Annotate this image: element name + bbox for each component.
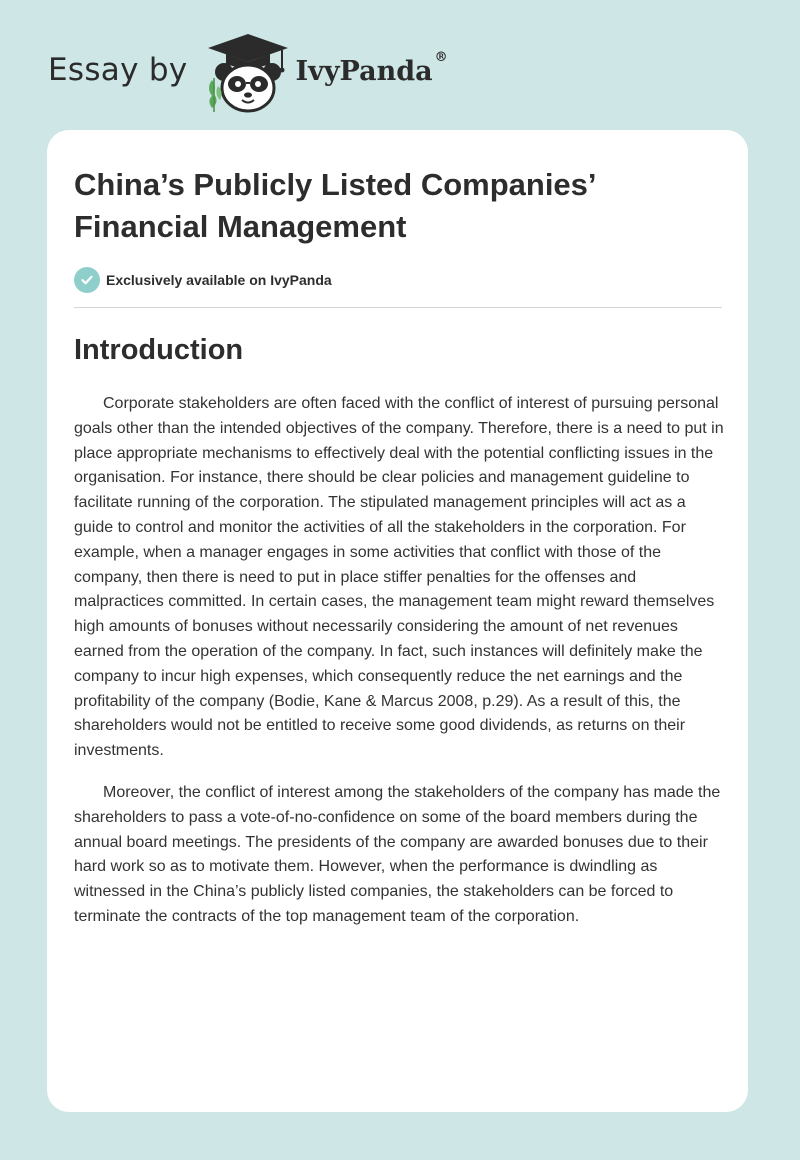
check-icon [74,267,100,293]
panda-logo-icon [202,30,294,114]
brand-header[interactable] [48,30,448,114]
paragraph: Moreover, the conflict of interest among the stakeholders of the company has made the shareholders to pass a vote-of-no-confidence on some of the board members during the annual board meetings. The presidents of the company are awarded bonuses due to their hard work so as to motivate them. However, when the performance is dwindling as witnessed in the China’s publicly listed companies, the stakeholders can be forced to terminate the contracts of the top management team of the corporation. [74,783,721,925]
section-heading: Introduction [74,334,244,366]
registered-mark: ® [434,49,448,65]
page-title: China’s Publicly Listed Companies’ Financial Management [74,167,595,244]
exclusive-badge [74,266,722,294]
brand-name: IvyPanda ® [295,49,448,87]
essay-by-label: Essay by [48,52,188,88]
paragraph: Corporate stakeholders are often faced with the conflict of interest of pursuing personal goals other than the intended objectives of the company. Therefore, there is a need to put in place appropriate mechanisms to effectively deal with the potential conflicting issues in the organisation. For instance, there should be clear policies and management guideline to facilitate running of the corporation. The stipulated management principles will act as a guide to control and monitor the activities of all the stakeholders in the corporation. For example, when a manager engages in some activities that conflict with those of the company, then there is need to put in place stiffer penalties for the offenses and malpractices committed. In certain cases, the management team might reward themselves high amounts of bonuses without necessarily considering the amount of net revenues earned from the operation of the company. In fact, such instances will definitely make the company to incur high expenses, which consequently reduce the net earnings and the profitability of the company (Bodie, Kane & Marcus 2008, p.29). As a result of this, the shareholders would not be entitled to receive some good dividends, as returns on their investments. [74,395,724,760]
exclusive-label: Exclusively available on IvyPanda [106,272,332,288]
essay-card [47,130,748,1112]
divider [74,307,722,308]
